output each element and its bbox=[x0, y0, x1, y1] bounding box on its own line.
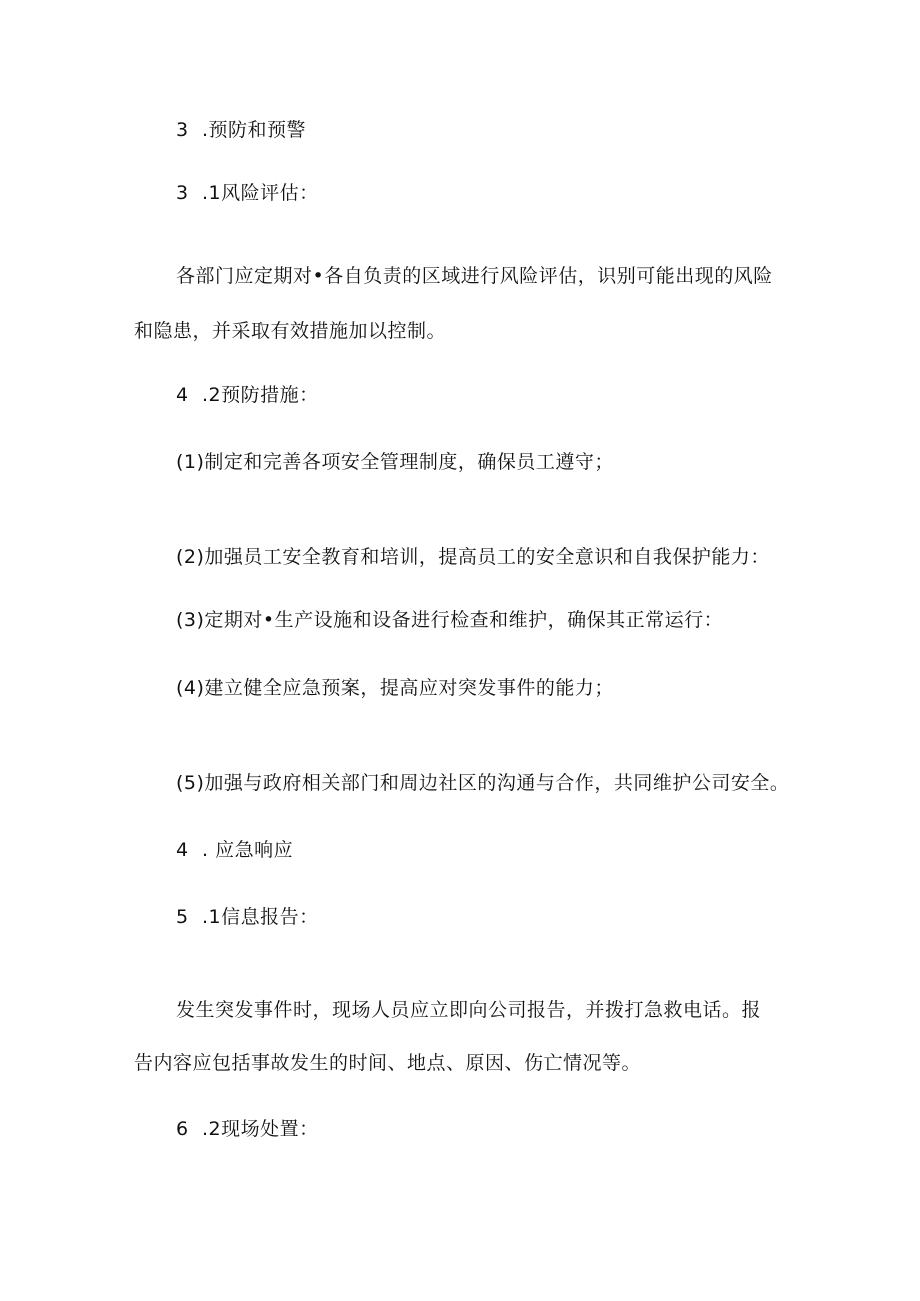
heading-text: .1风险评估： bbox=[202, 182, 319, 204]
heading-number: 4 bbox=[176, 839, 189, 861]
heading-risk-assessment bbox=[176, 181, 319, 205]
heading-number: 4 bbox=[176, 384, 189, 406]
heading-text: . 应急响应 bbox=[202, 839, 294, 861]
paragraph-information-report-line-2: 告内容应包括事故发生的时间、地点、原因、伤亡情况等。 bbox=[134, 1052, 642, 1074]
heading-text: .2预防措施： bbox=[202, 384, 319, 406]
heading-number: 3 bbox=[176, 182, 189, 204]
paragraph-risk-assessment-line-2: 和隐患，并采取有效措施加以控制。 bbox=[134, 320, 447, 342]
list-item-3: (3)定期对•生产设施和设备进行检查和维护，确保其正常运行： bbox=[176, 609, 724, 631]
heading-information-report bbox=[176, 905, 319, 929]
list-item-4: (4)建立健全应急预案，提高应对突发事件的能力； bbox=[176, 677, 614, 699]
list-item-5: (5)加强与政府相关部门和周边社区的沟通与合作，共同维护公司安全。 bbox=[176, 772, 790, 794]
heading-emergency-response bbox=[176, 838, 293, 862]
heading-number: 6 bbox=[176, 1118, 189, 1140]
paragraph-information-report-line-1: 发生突发事件时，现场人员应立即向公司报告，并拨打急救电话。报 bbox=[176, 999, 762, 1021]
heading-prevention-warning bbox=[176, 118, 306, 142]
heading-text: .预防和预警 bbox=[202, 119, 307, 141]
list-item-1: (1)制定和完善各项安全管理制度，确保员工遵守； bbox=[176, 451, 614, 473]
heading-number: 3 bbox=[176, 119, 189, 141]
heading-text: .1信息报告： bbox=[202, 906, 319, 928]
heading-prevention-measures bbox=[176, 383, 319, 407]
heading-number: 5 bbox=[176, 906, 189, 928]
heading-on-site-handling bbox=[176, 1117, 319, 1141]
heading-text: .2现场处置： bbox=[202, 1118, 319, 1140]
paragraph-risk-assessment-line-1: 各部门应定期对•各自负责的区域进行风险评估，识别可能出现的风险 bbox=[176, 265, 773, 287]
list-item-2: (2)加强员工安全教育和培训，提高员工的安全意识和自我保护能力： bbox=[176, 546, 770, 568]
